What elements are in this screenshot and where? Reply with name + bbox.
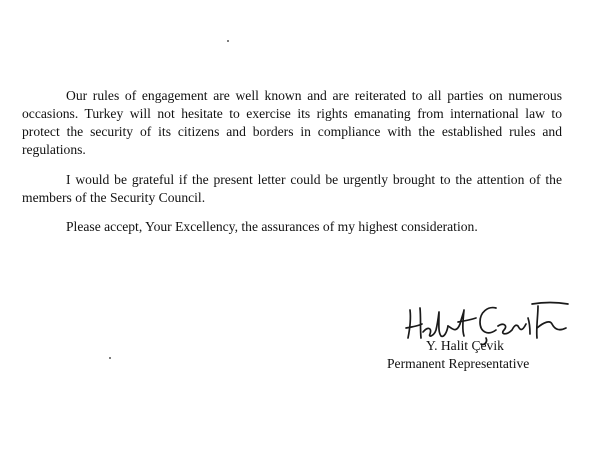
paragraph-request [22,171,562,207]
paragraph-line: occasions. Turkey will not hesitate to exercise its rights emanating from international law to [22,106,562,121]
paragraph-rules-of-engagement [22,87,562,159]
signature-stroke [532,303,568,305]
signature-stroke [537,306,538,338]
signer-title: Permanent Representative [387,356,530,371]
paragraph-line: Please accept, Your Excellency, the assurances of my highest consideration. [66,219,478,234]
scan-speck [227,40,229,42]
paragraph-line: I would be grateful if the present letter could be urgently brought to the attention of the [66,172,562,187]
signer-name: Y. Halit Çevik [426,338,504,353]
paragraph-line: protect the security of its citizens and borders in compliance with the established rules and [22,124,562,139]
paragraph-line: regulations. [22,142,86,157]
paragraph-closing [22,218,562,236]
signature-stroke [537,322,566,330]
paragraph-line: Our rules of engagement are well known and are reiterated to all parties on numerous [66,88,562,103]
signature-stroke [480,308,496,333]
signature-stroke [528,318,530,334]
paragraph-line: members of the Security Council. [22,190,206,205]
signature-stroke [420,308,421,338]
signature-stroke [498,324,526,334]
signature-stroke [423,312,448,336]
signature-stroke [408,310,410,338]
signature-stroke [406,324,422,328]
scan-speck [109,357,111,359]
signature-stroke [448,310,464,336]
